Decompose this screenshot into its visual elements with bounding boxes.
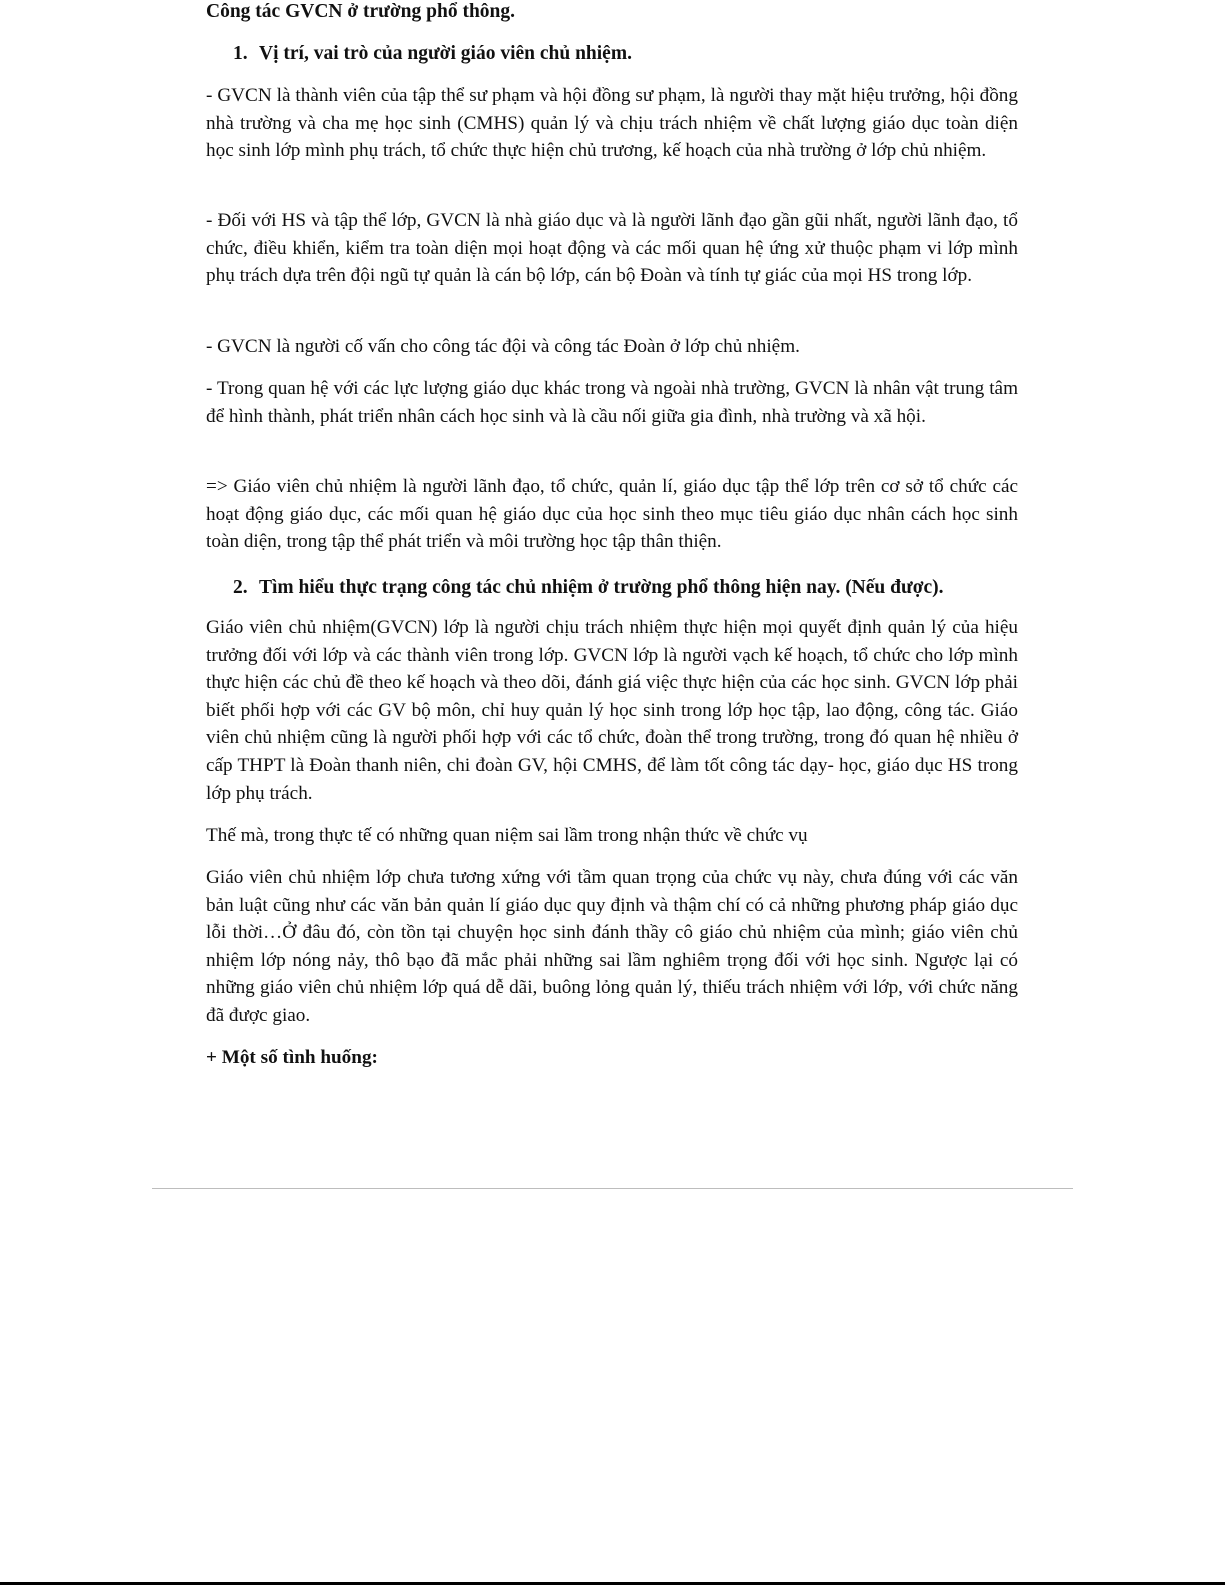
section-1-paragraph-1: - GVCN là thành viên của tập thể sư phạm và hội đồng sư phạm, là người thay mặt hiệu trưởng, hội đồng nhà trường và cha mẹ học sinh (CMHS) quản lý và chịu trách nhiệm về chất lượng giáo dục toàn diện học sinh lớp mình phụ trách, tổ chức thực hiện chủ trương, kế hoạch của nhà trường ở lớp chủ nhiệm.	[206, 85, 1018, 162]
situations-subheading: + Một số tình huống:	[206, 1047, 378, 1068]
section-1-heading-text: Vị trí, vai trò của người giáo viên chủ nhiệm.	[259, 43, 632, 64]
section-1-conclusion: => Giáo viên chủ nhiệm là người lãnh đạo, tổ chức, quản lí, giáo dục tập thể lớp trên cơ sở tổ chức các hoạt động giáo dục, các mối quan hệ giáo dục của học sinh theo mục tiêu giáo dục nhân cách học sinh toàn diện, trong tập thể phát triển và môi trường học tập thân thiện.	[206, 476, 1018, 553]
section-2-paragraph-1: Giáo viên chủ nhiệm(GVCN) lớp là người chịu trách nhiệm thực hiện mọi quyết định quản lý của hiệu trưởng đối với lớp và các thành viên trong lớp. GVCN lớp là người vạch kế hoạch, tổ chức cho lớp mình thực hiện các chủ đề theo kế hoạch và theo dõi, đánh giá việc thực hiện của các học sinh. GVCN lớp phải biết phối hợp với các GV bộ môn, chỉ huy quản lý học sinh trong lớp học tập, lao động, công tác. Giáo viên chủ nhiệm cũng là người phối hợp với các tổ chức, đoàn thể trong trường, trong đó quan hệ nhiều ở cấp THPT là Đoàn thanh niên, chi đoàn GV, hội CMHS, để làm tốt công tác dạy- học, giáo dục HS trong lớp phụ trách.	[206, 617, 1018, 804]
section-2-heading	[233, 574, 944, 601]
section-1-paragraph-4: - Trong quan hệ với các lực lượng giáo dục khác trong và ngoài nhà trường, GVCN là nhân vật trung tâm để hình thành, phát triển nhân cách học sinh và là cầu nối giữa gia đình, nhà trường và xã hội.	[206, 378, 1018, 427]
document-title: Công tác GVCN ở trường phổ thông.	[206, 1, 516, 22]
page-divider	[152, 1188, 1073, 1189]
section-2-number: 2.	[233, 577, 248, 598]
section-1-number: 1.	[233, 43, 248, 64]
section-2-paragraph-2: Thế mà, trong thực tế có những quan niệm sai lầm trong nhận thức về chức vụ	[206, 825, 808, 846]
section-1-paragraph-2: - Đối với HS và tập thể lớp, GVCN là nhà giáo dục và là người lãnh đạo gần gũi nhất, người lãnh đạo, tổ chức, điều khiển, kiểm tra toàn diện mọi hoạt động và các mối quan hệ ứng xử thuộc phạm vi lớp mình phụ trách dựa trên đội ngũ tự quản là cán bộ lớp, cán bộ Đoàn và tính tự giác của mọi HS trong lớp.	[206, 210, 1018, 287]
section-2-paragraph-3: Giáo viên chủ nhiệm lớp chưa tương xứng với tầm quan trọng của chức vụ này, chưa đúng với các văn bản luật cũng như các văn bản quản lí giáo dục quy định và thậm chí có cả những phương pháp giáo dục lỗi thời…Ở đâu đó, còn tồn tại chuyện học sinh đánh thầy cô giáo chủ nhiệm của mình; giáo viên chủ nhiệm lớp nóng nảy, thô bạo đã mắc phải những sai lầm nghiêm trọng đối với học sinh. Ngược lại có những giáo viên chủ nhiệm lớp quá dễ dãi, buông lỏng quản lý, thiếu trách nhiệm với lớp, với chức năng đã được giao.	[206, 867, 1018, 1026]
section-1-heading	[233, 40, 632, 67]
section-1-paragraph-3: - GVCN là người cố vấn cho công tác đội và công tác Đoàn ở lớp chủ nhiệm.	[206, 336, 800, 357]
section-2-heading-text: Tìm hiểu thực trạng công tác chủ nhiệm ở trường phổ thông hiện nay. (Nếu được).	[259, 577, 944, 598]
